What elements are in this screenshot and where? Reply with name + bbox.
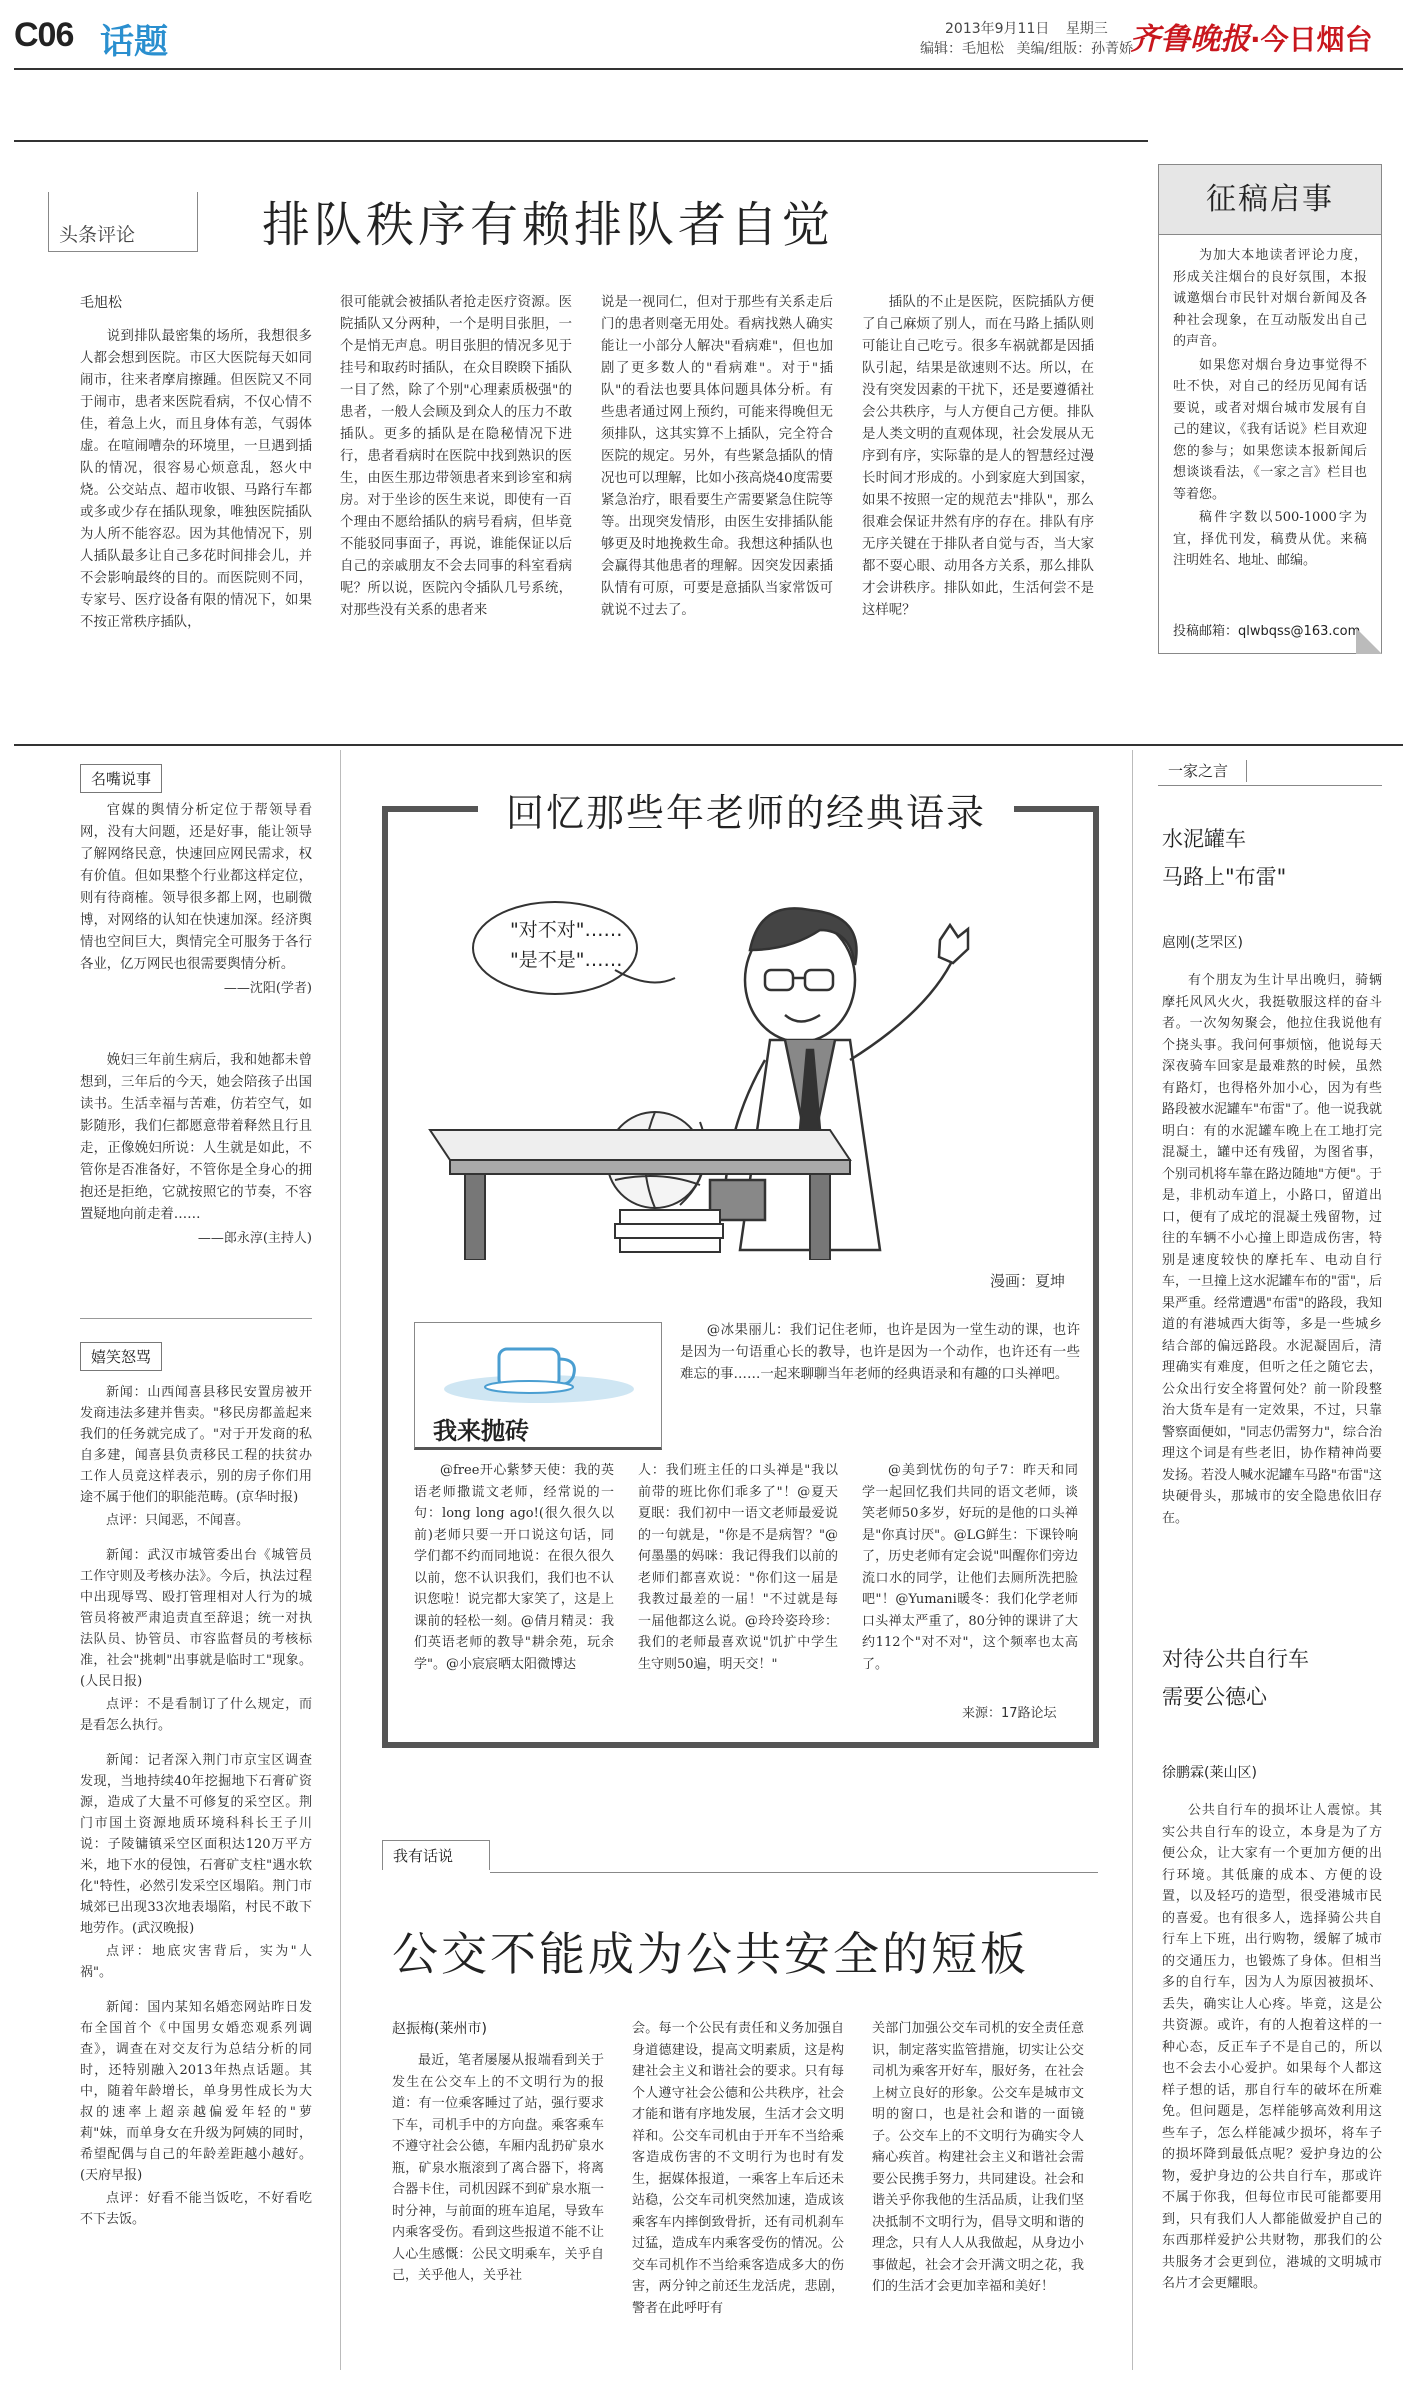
editor-credit: 编辑：毛旭松: [920, 41, 1004, 57]
notice-fold-corner: [1356, 628, 1382, 654]
satire-news-3: 新闻：记者深入荆门市京宝区调查发现，当地持续40年挖掘地下石膏矿资源，造成了大量不可修复的采空区。荆门市国土资源地质环境科科长王子川说：子陵镛镇采空区面积达120万平方米，地下水的侵蚀，石膏矿支柱"遇水软化"特性，必然引发采空区塌陷。荆门市城郊已出现33次地表塌陷，村民不敢下地劳作。(武汉晚报): [80, 1753, 312, 1936]
comments-col-1-text: @free开心紫梦天使：我的英语老师撒谎文老师，经常说的一句：long long ago!(很久很久以前)老师只要一开口说这句话，同学们都不约而同地说：在很久很久以前，您不认识我们，我们也不认识您啦！说完都大家笑了，这是上课前的轻松一刻。@倩月精灵：我们英语老师的教导"耕余苑，玩余学"。@小宸宸晒太阳微博达: [414, 1463, 614, 1672]
designer-credit: 美编/组版：孙菁娇: [1016, 41, 1134, 57]
quote-2-by: ——郎永淳(主持人): [197, 1231, 312, 1246]
section-title: 话题: [100, 22, 168, 62]
lead-col-3: [601, 292, 833, 714]
feature-title: 回忆那些年老师的经典语录: [505, 791, 986, 835]
right-column-divider: [1132, 750, 1133, 2370]
bottom-col-3: [872, 2018, 1084, 2372]
quote-1-by: ——沈阳(学者): [223, 981, 312, 996]
page-header: [0, 0, 1417, 70]
notice-body: [1159, 235, 1381, 605]
feature-frame-top-right: [1014, 806, 1099, 812]
bottom-label-box: [382, 1840, 490, 1870]
feature-intro: [680, 1320, 1080, 1388]
lead-col-2-text: 很可能就会被插队者抢走医疗资源。医院插队又分两种，一个是明目张胆，一个是悄无声息。明目张胆的情况多见于挂号和取药时插队，在众目睽睽下插队一目了然，除了个别"心理素质极强"的患者，一般人会顾及到众人的压力不敢插队。更多的插队是在隐秘情况下进行，患者看病时在医院中找到熟识的医生，由医生那边带领患者来到诊室和病房。对于坐诊的医生来说，即使有一百个理由不愿给插队的病号看病，但毕竟不能驳同事面子，再说，谁能保证以后自己的亲戚朋友不会去同事的科室看病呢？所以说，医院內令插队几号系统，对那些没有关系的患者来: [340, 295, 572, 618]
notice-p1: 为加大本地读者评论力度，形成关注烟台的良好氛围，本报诚邀烟台市民针对烟台新闻及各种社会现象，在互动版发出自己的声音。: [1173, 248, 1367, 349]
quotes-label: [80, 764, 162, 793]
bottom-headline: 公交不能成为公共安全的短板: [392, 1927, 1029, 1981]
lead-bottom-rule: [14, 744, 1403, 746]
header-rule: [14, 68, 1403, 70]
right-a-title-2: 马路上"布雷": [1162, 865, 1287, 889]
bottom-col-2: [632, 2018, 844, 2372]
satire-label: [80, 1342, 162, 1371]
lead-col-4-text: 插队的不止是医院，医院插队方便了自己麻烦了别人，而在马路上插队则可能让自己吃亏。很多车祸就都是因插队引起，结果是欲速则不达。所以，在没有突发因素的干扰下，还是要遵循社会公共秩序，与人方便自己方便。排队是人类文明的直观体现，社会发展从无序到有序，实际靠的是人的智慧经过漫长时间才形成的。小到家庭大到国家，如果不按照一定的规范去"排队"，那么很难会保证井然有序的存在。排队有序无序关键在于排队者自觉与否，当大家都不耍心眼、动用各方关系，那么排队才会讲秩序。排队如此，生活何尝不是这样呢？: [862, 295, 1094, 618]
satire-news-2: 新闻：武汉市城管委出台《城管员工作守则及考核办法》。今后，执法过程中出现辱骂、殴打管理相对人行为的城管员将被严肃追责直至辞退；统一对执法队员、协管员、市容监督员的考核标准，社会"挑刺"出事就是临时工"现象。(人民日报): [80, 1548, 312, 1689]
right-article-a-title: [1162, 820, 1286, 896]
lead-column-label-text: 头条评论: [59, 224, 136, 246]
comments-col-2: [638, 1460, 838, 1722]
bubble-line-1: "对不对"……: [510, 919, 623, 941]
notice-title: 征稿启事: [1206, 182, 1334, 217]
lead-col-1-text: 说到排队最密集的场所，我想很多人都会想到医院。市区大医院每天如同闹市，往来者摩肩擦踵。但医院又不同于闹市，患者来医院看病，不仅心情不佳，着急上火，而且身体有恙，气弱体虚。在喧闹嘈杂的环境里，一旦遇到插队的情况，很容易心烦意乱，怒火中烧。公交站点、超市收银、马路行车都或多或少存在插队现象，唯独医院插队为人所不能容忍。因为其他情况下，别人插队最多让自己多花时间排会儿，并不会影响最终的目的。而医院则不同，专家号、医疗设备有限的情况下，如果不按正常秩序插队，: [80, 329, 312, 630]
bottom-col-3-text: 关部门加强公交车司机的安全责任意识，制定落实监管措施，切实让公交司机为乘客开好车，服好务，在社会上树立良好的形象。公交车是城市文明的窗口，也是社会和谐的一面镜子。公交车上的不文明行为确实令人痛心疾首。构建社会主义和谐社会需要公民携手努力，共同建设。社会和谐关乎你我他的生活品质，让我们坚决抵制不文明行为，倡导文明和谐的理念，只有人人从我做起，从身边小事做起，社会才会开满文明之花，我们的生活才会更加幸福和美好！: [872, 2021, 1084, 2294]
bottom-label: 我有话说: [393, 1847, 454, 1865]
satire-label-text: 嬉笑怒骂: [91, 1348, 152, 1366]
lead-top-rule: [14, 140, 1148, 142]
teacher-figure: [710, 908, 968, 1250]
quote-2: [80, 1050, 312, 1250]
brand-sub: ·今日烟台: [1250, 23, 1373, 56]
left-column-divider: [340, 750, 341, 2370]
satire-comment-3: 点评：地底灾害背后，实为"人祸"。: [80, 1944, 312, 1980]
satire-comment-2: 点评：不是看制订了什么规定，而是看怎么执行。: [80, 1697, 312, 1733]
lead-author: 毛旭松: [80, 295, 122, 311]
quotes-label-text: 名嘴说事: [91, 770, 152, 788]
right-article-b-title: [1162, 1640, 1309, 1716]
issue-weekday: 星期三: [1065, 21, 1108, 37]
cartoon-credit: 漫画：夏坤: [990, 1272, 1066, 1290]
bottom-col-1: [392, 2050, 604, 2372]
right-b-title-2: 需要公德心: [1162, 1685, 1267, 1709]
satire-news-4: 新闻：国内某知名婚恋网站昨日发布全国首个《中国男女婚恋观系列调查》，调查在对交友行为总结分析的同时，还特别融入2013年热点话题。其中，随着年龄增长，单身男性成长为大叔的速率上超亲越偏爱年轻的"萝莉"妹，而单身女在升级为阿姨的同时，希望配偶与自己的年龄差距越小越好。(天府早报): [80, 2000, 312, 2183]
quote-1-text: 官媒的舆情分析定位于帮领导看网，没有大问题，还是好事，能让领导了解网络民意，快速回应网民需求，权有价值。但如果整个行业都这样定位，则有待商榷。领导很多都上网，也刷微博，对网络的认知在快速加深。经济舆情也空间巨大，舆情完全可服务于各行各业，亿万网民也很需要舆情分析。: [80, 803, 312, 972]
notice-p3: 稿件字数以500-1000字为宜，择优刊发，稿费从优。来稿注明姓名、地址、邮编。: [1173, 510, 1367, 568]
feature-frame-top-left: [382, 806, 478, 812]
right-b-author: 徐鹏霖(莱山区): [1162, 1765, 1257, 1781]
issue-date: 2013年9月11日: [945, 21, 1050, 37]
newspaper-brand: [1130, 14, 1373, 58]
right-b-body: [1162, 1800, 1382, 2372]
satire-comment-4: 点评：好看不能当饭吃，不好看吃不下去饭。: [80, 2191, 312, 2227]
quote-1: [80, 800, 312, 1000]
notice-email[interactable]: 投稿邮箱：qlwbqss@163.com: [1173, 624, 1361, 639]
bottom-author: 赵振梅(莱州市): [392, 2021, 487, 2037]
comments-col-3: [862, 1460, 1078, 1700]
satire-comment-1: 点评：只闻恶，不闻喜。: [106, 1513, 250, 1528]
header-date-line: [945, 18, 1108, 38]
right-b-title-1: 对待公共自行车: [1162, 1647, 1309, 1671]
right-label-box: [1158, 756, 1382, 786]
brand-logo: 齐鲁晚报: [1130, 22, 1250, 57]
comments-col-2-text: 人：我们班主任的口头禅是"我以前带的班比你们乖多了"！@夏天夏眠：我们初中一语文老师最爱说的一句就是，"你是不是病智？"@何墨墨的妈咪：我记得我们以前的老师们都喜欢说："你们这一届是我教过最差的一届！"不过就是每一届他都这么说。@玲玲姿玲珍：我们的老师最喜欢说"饥扩中学生生守则50遍，明天交！": [638, 1463, 838, 1672]
lead-col-3-text: 说是一视同仁，但对于那些有关系走后门的患者则毫无用处。看病找熟人确实能让一小部分人解决"看病难"，但也加剧了更多数人的"看病难"。对于"插队"的看法也要具体问题具体分析。有些患者通过网上预约，可能来得晚但无须排队，这其实算不上插队，完全符合医院的规定。另外，有些紧急插队的情况也可以理解，比如小孩高烧40度需要紧急治疗，眼看要生产需要紧急住院等等。出现突发情形，由医生安排插队能够更及时地挽救生命。我想这种插队也会赢得其他患者的理解。因突发因素插队情有可原，可要是意插队当家常饭可就说不过去了。: [601, 295, 833, 618]
lead-headline: 排队秩序有赖排队者自觉: [262, 197, 835, 253]
right-b-body-text: 公共自行车的损坏让人震惊。其实公共自行车的设立，本身是为了方便公众，让大家有一个更加方便的出行环境。其低廉的成本、方便的设置，以及轻巧的造型，很受港城市民的喜爱。也有很多人，选择骑公共自行车上下班，出行购物，缓解了城市的交通压力，也锻炼了身体。但相当多的自行车，因为人为原因被损坏、丢失，确实让人心疼。毕竟，这是公共资源。或许，有的人抱着这样的一种心态，反正车子不是自己的，所以也不会去小心爱护。如果每个人都这样子想的话，那自行车的破坏在所难免。但问题是，怎样能够高效利用这些车子，怎么样能减少损坏，将车子的损坏降到最低点呢？爱护身边的公物，爱护身边的公共自行车，那或许不属于你我，但每位市民可能都要用到，只有我们人人都能做爱护自己的东西那样爱护公共财物，那我们的公共服务才会更到位，港城的文明城市名片才会更耀眼。: [1162, 1803, 1382, 2291]
satire-list: [80, 1382, 312, 2372]
bottom-col-2-text: 会。每一个公民有责任和义务加强自身道德建设，提高文明素质，这是构建社会主义和谐社会的要求。只有每个人遵守社会公德和公共秩序，社会才能和谐有序地发展，生活才会文明祥和。公交车司机由于开车不当给乘客造成伤害的不文明行为也时有发生，据媒体报道，一乘客上车后还未站稳，公交车司机突然加速，造成该乘客车内摔倒致骨折，还有司机刹车过猛，造成车内乘客受伤的情况。公交车司机作不当给乘客造成多大的伤害，两分钟之前还生龙活虎，悲剧，警者在此呼吁有: [632, 2021, 844, 2316]
brick-tag-box: [414, 1322, 662, 1450]
call-for-submissions: [1158, 164, 1382, 654]
comments-col-1: [414, 1460, 614, 1722]
bubble-line-2: "是不是"……: [510, 949, 623, 971]
coffee-cup-icon: [429, 1329, 649, 1409]
comments-col-3-text: @美到忧伤的句子7：昨天和同学一起回忆我们共同的语文老师，谈笑老师50多岁，好玩的是他的口头禅是"你真讨厌"。@LG鲜生：下课铃响了，历史老师有定会说"叫醒你们旁边流口水的同学，让他们去厕所洗把脸吧"！@Yumani暖冬：我们化学老师口头禅太严重了，80分钟的课讲了大约112个"对不对"，这个频率也太高了。: [862, 1463, 1078, 1672]
lead-col-1: [80, 326, 312, 714]
right-a-body-text: 有个朋友为生计早出晚归，骑辆摩托风风火火，我挺敬服这样的奋斗者。一次匆匆聚会，他拉住我说他有个挠头事。我问何事烦恼，他说每天深夜骑车回家是最难熬的时候，虽然有路灯，也得格外加小心，因为有些路段被水泥罐车"布雷"了。他一说我就明白：有的水泥罐车晚上在工地打完混凝土，罐中还有残留，为图省事，个别司机将车靠在路边随地"方便"。于是，非机动车道上，小路口，留道出口，便有了成坨的混凝土残留物，过往的车辆不小心撞上即造成伤害，特别是速度较快的摩托车、电动自行车，一旦撞上这水泥罐车布的"雷"，后果严重。经常遭遇"布雷"的路段，我知道的有港城西大街等，多是一些城乡结合部的偏远路段。水泥凝固后，清理确实有难度，但听之任之随它去，公众出行安全将置何处？前一阶段整治大货车是有一定效果，不过，只靠警察面便如，"同志仍需努力"，综合治理这个词是有些老旧，协作精神尚要发扬。若没人喊水泥罐车马路"布雷"这块硬骨头，那城市的安全隐患依旧存在。: [1162, 973, 1382, 1526]
page-number: C06: [14, 16, 74, 54]
satire-top-rule: [80, 1318, 312, 1319]
comments-source: 来源：17路论坛: [962, 1706, 1057, 1721]
bottom-col-1-text: 最近，笔者屡屡从报端看到关于发生在公交车上的不文明行为的报道：有一位乘客睡过了站，强行要求下车，司机手中的方向盘。乘客乘车不遵守社会公德，车厢内乱扔矿泉水瓶，矿泉水瓶滚到了离合器下，将离合器卡住，司机因踩不到矿泉水瓶一时分神，与前面的班车追尾，导致车内乘客受伤。看到这些报道不能不让人心生感慨：公民文明乘车，关乎自己，关乎他人，关乎社: [392, 2053, 604, 2283]
header-credits: [920, 38, 1133, 58]
brick-tag-label: 我来抛砖: [433, 1417, 529, 1445]
lead-col-4: [862, 292, 1094, 714]
lead-column-label: [48, 192, 198, 252]
notice-title-bar: [1159, 165, 1381, 235]
satire-news-1: 新闻：山西闻喜县移民安置房被开发商违法多建并售卖。"移民房都盖起来我们的任务就完成了。"对于开发商的私自多建，闻喜县负责移民工程的扶贫办工作人员竟这样表示，别的房子你们用途不属于他们的职能范畴。(京华时报): [80, 1385, 312, 1505]
right-a-body: [1162, 970, 1382, 1580]
right-a-author: 扈刚(芝罘区): [1162, 935, 1243, 951]
right-label: 一家之言: [1158, 760, 1247, 782]
lead-col-2: [340, 292, 572, 714]
right-a-title-1: 水泥罐车: [1162, 827, 1246, 851]
bottom-top-rule: [490, 1872, 1098, 1873]
feature-intro-text: @冰果丽儿：我们记住老师，也许是因为一堂生动的课，也许是因为一句语重心长的教导，也许是因为一个动作，也许还有一些难忘的事……一起来聊聊当年老师的经典语录和有趣的口头禅吧。: [680, 1323, 1080, 1382]
bubble-text: [510, 915, 622, 975]
notice-p2: 如果您对烟台身边事觉得不吐不快，对自己的经历见闻有话要说，或者对烟台城市发展有自己的建议，《我有话说》栏目欢迎您的参与；如果您读本报新闻后想谈谈看法，《一家之言》栏目也等着您。: [1173, 357, 1367, 502]
quote-2-text: 娩妇三年前生病后，我和她都未曾想到，三年后的今天，她会陪孩子出国读书。生活幸福与苦难，仿若空气，如影随形，我们仨都愿意带着释然且行且走，正像娩妇所说：人生就是如此，不管你是否准备好，不管你是全身心的拥抱还是拒绝，它就按照它的节奏，不容置疑地向前走着……: [80, 1053, 312, 1222]
